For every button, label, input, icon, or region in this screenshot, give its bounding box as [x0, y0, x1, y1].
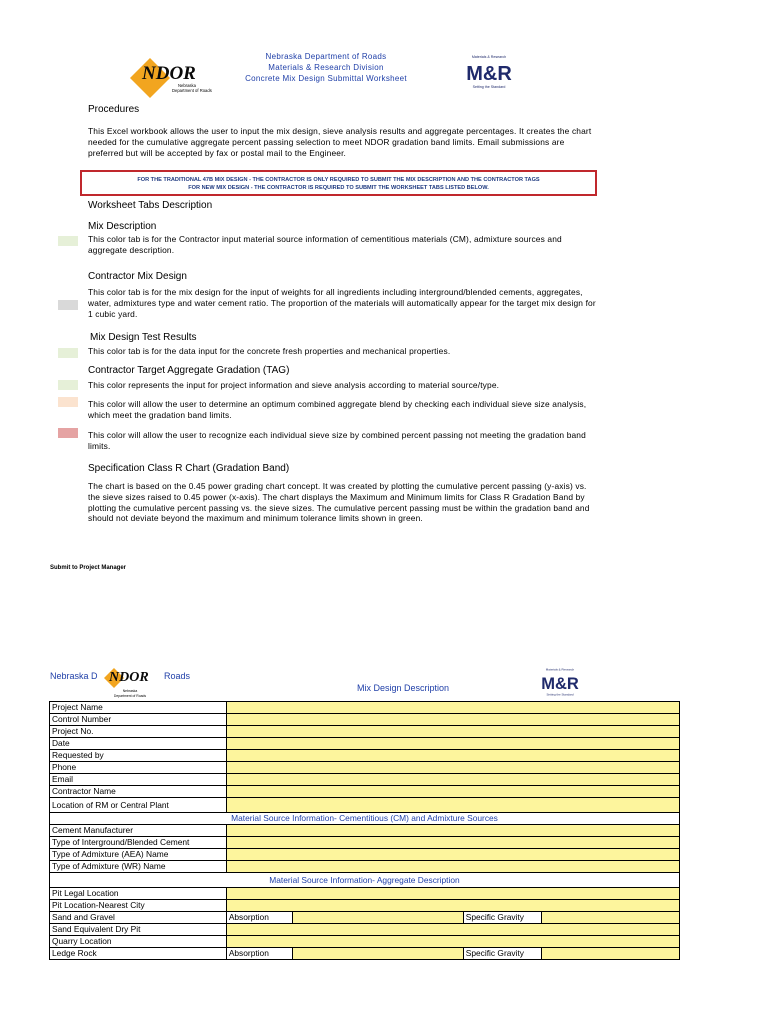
label-requested-by: Requested by [50, 750, 227, 762]
label-cement-manufacturer: Cement Manufacturer [50, 825, 227, 837]
svg-text:Setting the Standard: Setting the Standard [472, 85, 506, 89]
label-project-no: Project No. [50, 726, 227, 738]
label-plant-location: Location of RM or Central Plant [50, 798, 227, 813]
input-email[interactable] [226, 774, 679, 786]
label-absorption-2: Absorption [226, 948, 292, 960]
tag-text-3: This color will allow the user to recognize each individual sieve size by combined percent passing not meeting the gradation band limits. [88, 430, 586, 451]
procedures-text: This Excel workbook allows the user to input the mix design, sieve analysis results and aggregate percentages. It creates the chart needed for the cumulative aggregate percent passing selection to meet NDOR gradation band limits. Email submissions are preferred but will be accepted by fax or postal mail to the Engineer. [88, 126, 592, 158]
input-phone[interactable] [226, 762, 679, 774]
label-contractor-name: Contractor Name [50, 786, 227, 798]
label-blended-cement: Type of Interground/Blended Cement [50, 837, 227, 849]
mr-logo-text: M&R [466, 63, 512, 85]
label-sand-gravel: Sand and Gravel [50, 912, 227, 924]
input-contractor-name[interactable] [226, 786, 679, 798]
input-specific-gravity-1[interactable] [541, 912, 679, 924]
label-specific-gravity-1: Specific Gravity [463, 912, 541, 924]
label-absorption-1: Absorption [226, 912, 292, 924]
mix-description-text: This color tab is for the Contractor input material source information of cementitious materials (CM), admixture sources and aggregate description. [88, 234, 562, 255]
test-results-title: Mix Design Test Results [90, 332, 197, 343]
input-pit-nearest-city[interactable] [226, 900, 679, 912]
input-admixture-wr[interactable] [226, 861, 679, 873]
mix-design-form [49, 701, 680, 960]
label-date: Date [50, 738, 227, 750]
input-pit-legal-location[interactable] [226, 888, 679, 900]
svg-text:NDOR: NDOR [109, 670, 149, 685]
notice-line-1: FOR THE TRADITIONAL 47B MIX DESIGN - THE CONTRACTOR IS ONLY REQUIRED TO SUBMIT THE MIX DESCRIPTION AND THE CONTRACTOR TAGS [137, 177, 540, 183]
swatch-light-green-3 [58, 380, 78, 390]
label-pit-legal-location: Pit Legal Location [50, 888, 227, 900]
header-line-1: Nebraska Department of Roads [265, 52, 387, 61]
label-control-number: Control Number [50, 714, 227, 726]
tabs-title: Worksheet Tabs Description [88, 200, 213, 211]
input-date[interactable] [226, 738, 679, 750]
mix-description-title: Mix Description [88, 221, 157, 232]
mr-logo-small [541, 667, 579, 699]
label-admixture-wr: Type of Admixture (WR) Name [50, 861, 227, 873]
test-results-text: This color tab is for the data input for the concrete fresh properties and mechanical properties. [88, 346, 451, 356]
input-absorption-1[interactable] [292, 912, 463, 924]
input-plant-location[interactable] [226, 798, 679, 813]
procedures-title: Procedures [88, 104, 140, 115]
swatch-rose [58, 428, 78, 438]
form-header-left: Nebraska D [50, 671, 98, 681]
svg-text:Nebraska: Nebraska [122, 689, 138, 693]
input-control-number[interactable] [226, 714, 679, 726]
notice-box [80, 170, 597, 196]
svg-text:Materials & Research: Materials & Research [471, 55, 507, 59]
input-cement-manufacturer[interactable] [226, 825, 679, 837]
input-sand-equivalent[interactable] [226, 924, 679, 936]
contractor-mix-title: Contractor Mix Design [88, 271, 187, 282]
chart-text: The chart is based on the 0.45 power grading chart concept. It was created by plotting the cumulative percent passing (y-axis) vs. the sieve sizes raised to 0.45 power (x-axis). The chart displays the Maximum and Minimum limits for Class R Gradation Band by plotting the cumulative percent passing vs. the sieve sizes. The cumulative percent passing must be within the gradation band and should not deviate beyond the maximum and minimum tolerance limits shown in green. [88, 481, 590, 524]
input-project-no[interactable] [226, 726, 679, 738]
svg-text:Nebraska: Nebraska [178, 83, 196, 88]
section-agg-header: Material Source Information- Aggregate Description [50, 873, 680, 888]
svg-text:Setting the Standard: Setting the Standard [546, 692, 574, 697]
contractor-mix-text: This color tab is for the mix design for the input of weights for all ingredients including interground/blended cements, aggregates, water, admixtures type and water cement ratio. The proportion of the materials will automatically appear for the target mix design for 1 cubic yard. [88, 287, 596, 319]
swatch-peach [58, 397, 78, 407]
form-title: Mix Design Description [357, 683, 450, 693]
input-admixture-aea[interactable] [226, 849, 679, 861]
section-cm-header: Material Source Information- Cementitious (CM) and Admixture Sources [50, 813, 680, 825]
swatch-gray [58, 300, 78, 310]
swatch-light-green-2 [58, 348, 78, 358]
swatch-light-green [58, 236, 78, 246]
input-quarry-location[interactable] [226, 936, 679, 948]
svg-text:Materials & Research: Materials & Research [545, 667, 575, 672]
submit-to-pm-link[interactable]: Submit to Project Manager [50, 565, 127, 571]
tag-text-2: This color will allow the user to determine an optimum combined aggregate blend by checking each individual sieve size analysis, which meet the gradation band limits. [88, 399, 587, 420]
tag-text-1: This color represents the input for project information and sieve analysis according to material source/type. [88, 380, 500, 390]
mr-logo [466, 54, 512, 92]
svg-text:Department of Roads: Department of Roads [113, 694, 147, 698]
label-quarry-location: Quarry Location [50, 936, 227, 948]
header-line-2: Materials & Research Division [268, 63, 384, 72]
label-ledge-rock: Ledge Rock [50, 948, 227, 960]
label-admixture-aea: Type of Admixture (AEA) Name [50, 849, 227, 861]
input-specific-gravity-2[interactable] [541, 948, 679, 960]
form-header-roads: Roads [164, 671, 191, 681]
chart-title: Specification Class R Chart (Gradation Band) [88, 463, 290, 474]
notice-line-2: FOR NEW MIX DESIGN - THE CONTRACTOR IS REQUIRED TO SUBMIT THE WORKSHEET TABS LISTED BELOW. [188, 185, 489, 191]
label-sand-equivalent: Sand Equivalent Dry Pit [50, 924, 227, 936]
svg-text:M&R: M&R [541, 673, 579, 693]
ndor-logo-small [100, 666, 160, 700]
svg-text:Department of Roads: Department of Roads [172, 88, 212, 93]
ndor-logo-text: NDOR [142, 63, 196, 84]
input-project-name[interactable] [226, 702, 679, 714]
input-absorption-2[interactable] [292, 948, 463, 960]
input-blended-cement[interactable] [226, 837, 679, 849]
label-project-name: Project Name [50, 702, 227, 714]
label-pit-nearest-city: Pit Location-Nearest City [50, 900, 227, 912]
label-specific-gravity-2: Specific Gravity [463, 948, 541, 960]
header-line-3: Concrete Mix Design Submittal Worksheet [245, 74, 407, 83]
label-email: Email [50, 774, 227, 786]
label-phone: Phone [50, 762, 227, 774]
tag-title: Contractor Target Aggregate Gradation (TAG) [88, 365, 290, 376]
input-requested-by[interactable] [226, 750, 679, 762]
